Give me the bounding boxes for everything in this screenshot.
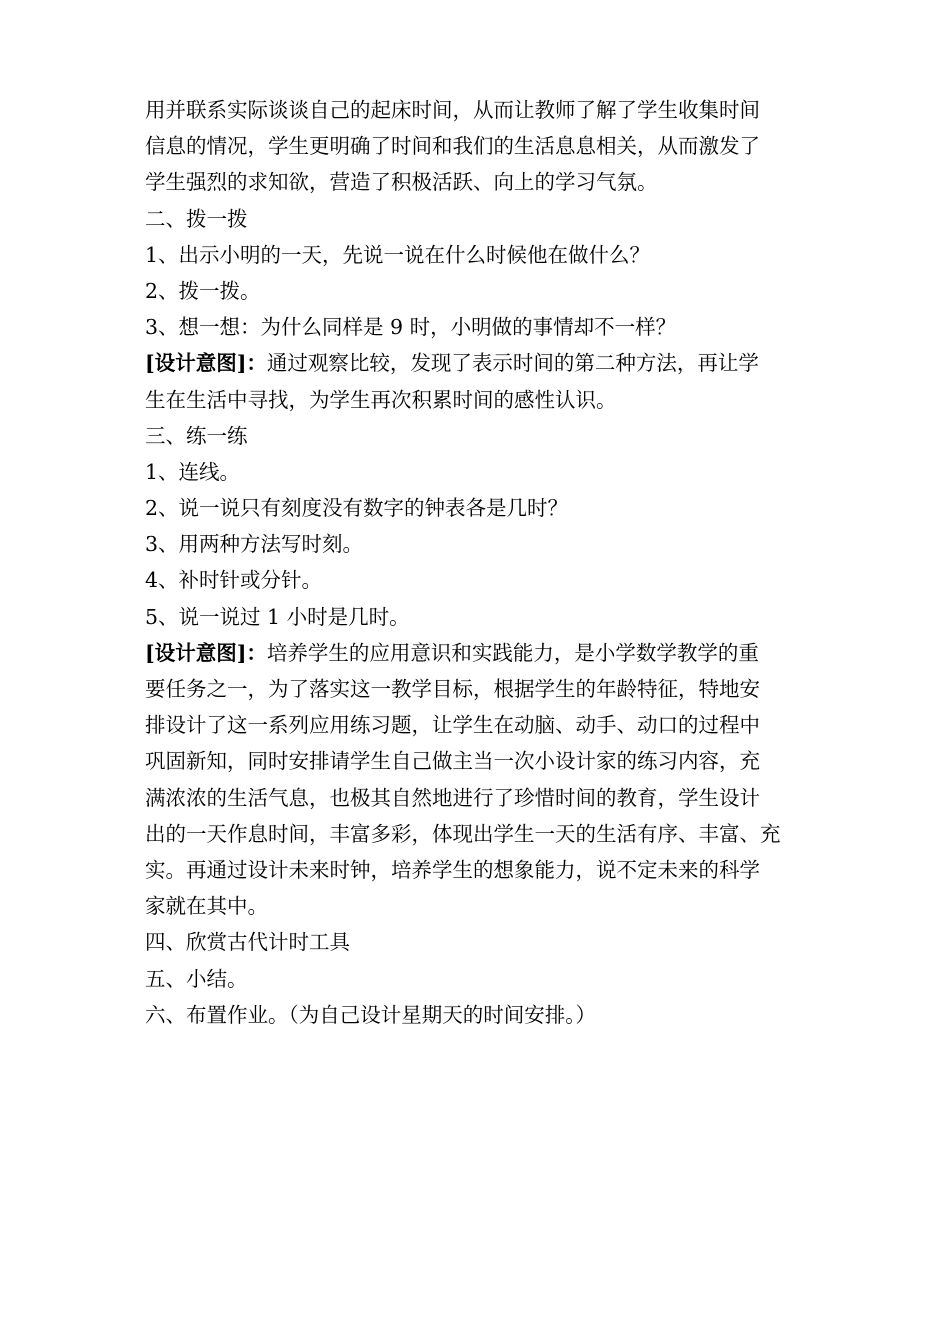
design-intent-line: 生在生活中寻找，为学生再次积累时间的感性认识。 — [145, 387, 617, 412]
section2-item-1: 1、出示小明的一天，先说一说在什么时候他在做什么？ — [145, 242, 651, 267]
design-intent-line: 实。再通过设计未来时钟，培养学生的想象能力，说不定未来的科学 — [145, 857, 760, 882]
section3-item-3: 3、用两种方法写时刻。 — [145, 532, 364, 557]
intro-line-1: 用并联系实际谈谈自己的起床时间，从而让教师了解了学生收集时间 — [145, 98, 760, 122]
section-heading-5: 五、小结。 — [145, 966, 248, 991]
design-intent-paragraph-1 — [145, 345, 810, 381]
section-heading-4: 四、欣赏古代计时工具 — [145, 930, 350, 955]
section3-item-2: 2、说一说只有刻度没有数字的钟表各是几时？ — [145, 496, 569, 521]
design-intent-paragraph-2 — [145, 635, 810, 671]
design-intent-line: 排设计了这一系列应用练习题，让学生在动脑、动手、动口的过程中 — [145, 713, 760, 738]
design-intent-line: 要任务之一，为了落实这一教学目标，根据学生的年龄特征，特地安 — [145, 677, 760, 701]
section-heading-3: 三、练一练 — [145, 423, 248, 448]
intro-line-3: 学生强烈的求知欲，营造了积极活跃、向上的学习气氛。 — [145, 170, 658, 195]
design-intent-label: [设计意图]： — [145, 640, 267, 665]
design-intent-text: 通过观察比较，发现了表示时间的第二种方法，再让学 — [266, 351, 759, 376]
section-heading-2: 二、拨一拨 — [145, 206, 248, 231]
design-intent-text: 培养学生的应用意识和实践能力，是小学数学教学的重 — [266, 640, 759, 665]
design-intent-label: [设计意图]： — [145, 351, 267, 376]
design-intent-line: 家就在其中。 — [145, 894, 268, 919]
document-body — [145, 92, 810, 1033]
section2-item-2: 2、拨一拨。 — [145, 278, 261, 303]
design-intent-line: 巩固新知，同时安排请学生自己做主当一次小设计家的练习内容，充 — [145, 749, 760, 774]
design-intent-line: 出的一天作息时间，丰富多彩，体现出学生一天的生活有序、丰富、充 — [145, 821, 781, 846]
section3-item-1: 1、连线。 — [145, 459, 241, 484]
intro-line-2: 信息的情况，学生更明确了时间和我们的生活息息相关，从而激发了 — [145, 134, 760, 159]
section-heading-6: 六、布置作业。（为自己设计星期天的时间安排。） — [145, 1002, 596, 1027]
design-intent-line: 满浓浓的生活气息，也极其自然地进行了珍惜时间的教育，学生设计 — [145, 785, 760, 810]
section3-item-5: 5、说一说过 1 小时是几时。 — [145, 604, 410, 629]
section3-item-4: 4、补时针或分针。 — [145, 568, 323, 593]
section2-item-3: 3、想一想：为什么同样是 9 时，小明做的事情却不一样？ — [145, 315, 677, 340]
